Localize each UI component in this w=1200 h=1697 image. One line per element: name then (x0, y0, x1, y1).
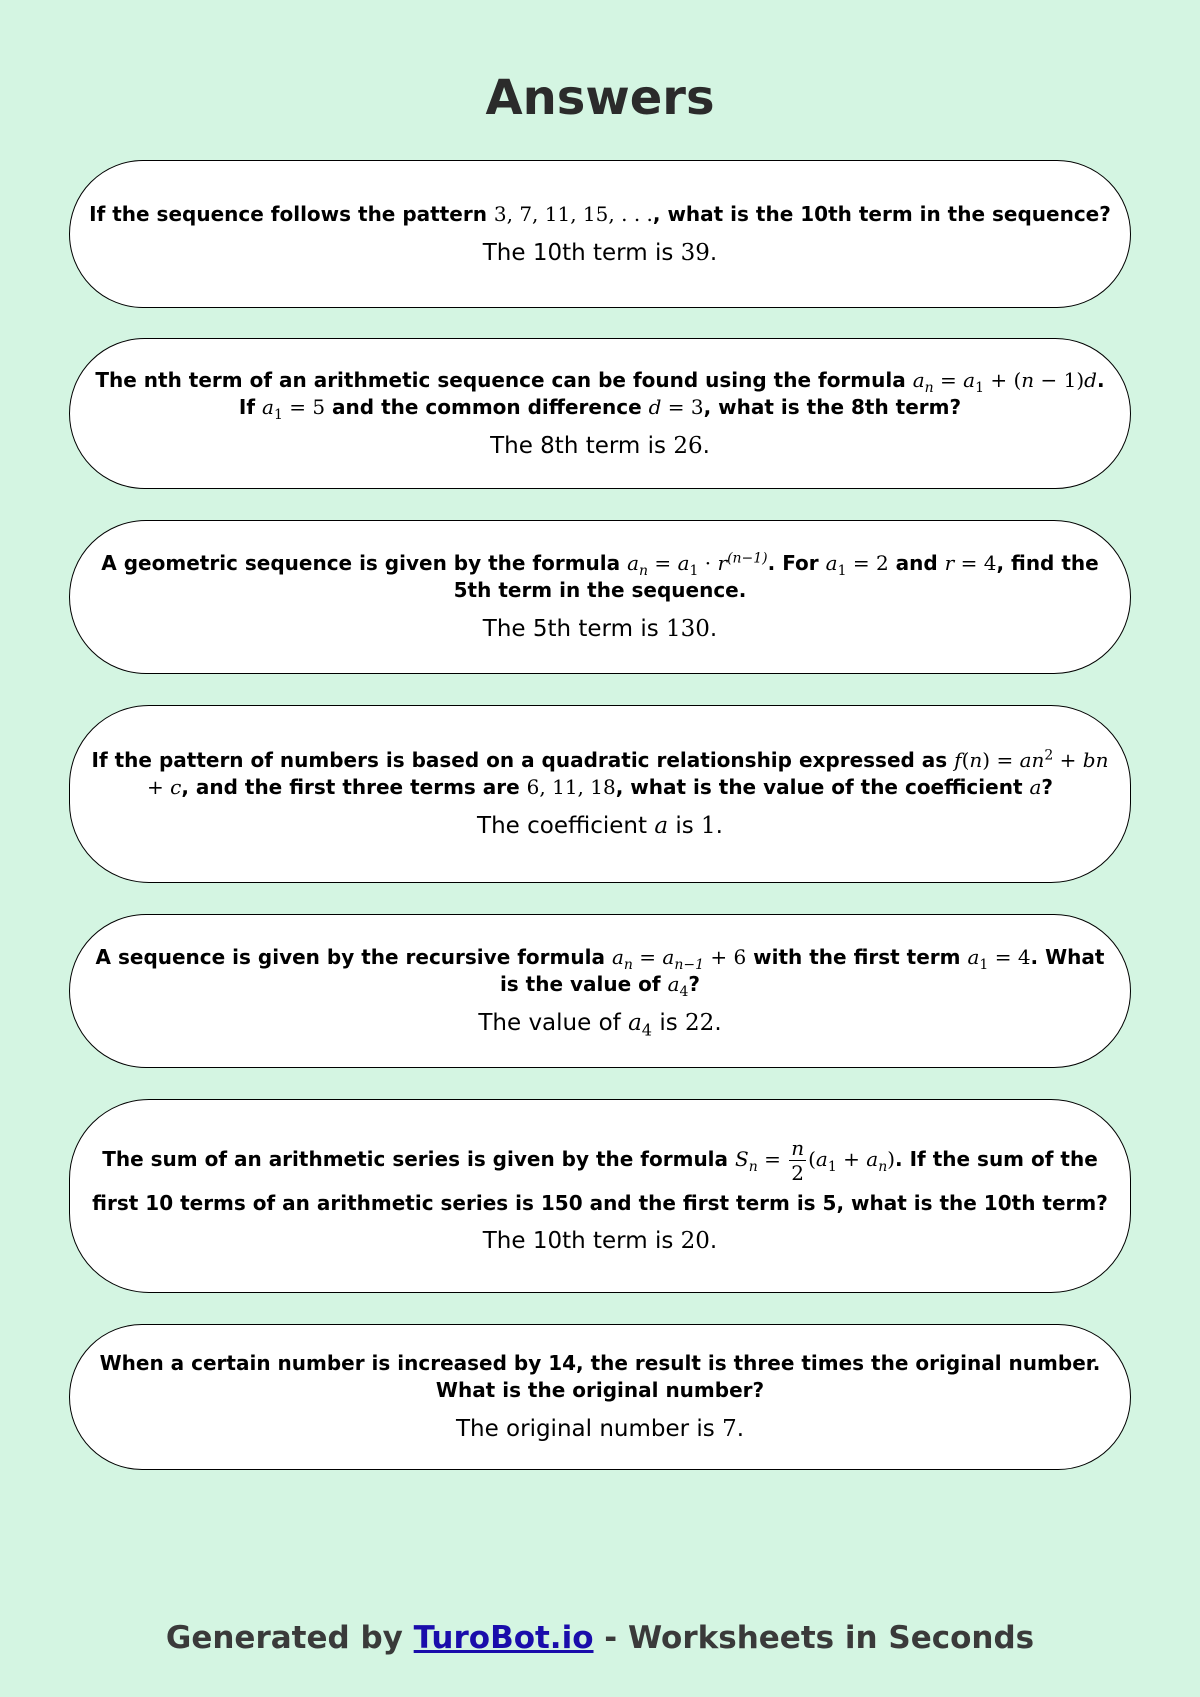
answer-text: The 10th term is 39. (482, 239, 718, 266)
turobot-link[interactable]: TuroBot.io (413, 1620, 594, 1656)
answer-card-6 (69, 1099, 1131, 1293)
question-text: When a certain number is increased by 14, the result is three times the original number. What is the original number? (99, 1351, 1101, 1402)
question-text: The nth term of an arithmetic sequence can be found using the formula $a_n = a_1 + (n - 1)d$. If $a_1 = 5$ and the common difference d = 3, what is the 8th term? (95, 367, 1105, 423)
page-title: Answers (485, 70, 715, 126)
question-text: The sum of an arithmetic series is given by the formula $S_n$ = $\frac{n}{2}$ $(a_1 + a_n)$. If the sum of the first 10 terms of an arithmetic series is 150 and the first term is 5, what is the 10th term? (92, 1136, 1108, 1215)
answer-text: The 8th term is 26. (490, 432, 710, 459)
answer-card-2 (69, 338, 1131, 489)
answer-card-3 (69, 520, 1131, 674)
answer-text: The original number is 7. (455, 1416, 745, 1442)
answer-card-7 (69, 1324, 1131, 1470)
answer-card-4 (69, 705, 1131, 883)
answer-text: The coefficient a is 1. (477, 813, 723, 839)
footer-prefix: Generated by (165, 1620, 414, 1656)
question-text: If the sequence follows the pattern 3, 7, 11, 15, . . ., what is the 10th term in the sequence? (89, 201, 1111, 226)
question-text: If the pattern of numbers is based on a quadratic relationship expressed as $f(n) = an^2$ + bn + c, and the first three terms are 6, 11, 18, what is the value of the coefficient a? (91, 747, 1109, 799)
answer-card-1 (69, 160, 1131, 308)
answer-text: The value of $a_4$ is 22. (478, 1010, 722, 1040)
question-text: A sequence is given by the recursive formula $a_n = a_{n-1} + 6$ with the first term $a_1 = 4$. What is the value of $a_4$? (95, 945, 1105, 1000)
answer-text: The 5th term is 130. (482, 616, 718, 642)
question-text: A geometric sequence is given by the formula $a_n = a_1 \cdot r^{(n-1)}$. For $a_1 = 2$ and r = 4, find the 5th term in the sequence. (101, 550, 1099, 602)
footer (0, 1618, 1200, 1658)
fraction: $\frac{n}{2}$ (791, 1136, 805, 1185)
answer-text: The 10th term is 20. (482, 1228, 718, 1254)
footer-suffix: - Worksheets in Seconds (593, 1620, 1035, 1656)
answer-card-5 (69, 914, 1131, 1068)
